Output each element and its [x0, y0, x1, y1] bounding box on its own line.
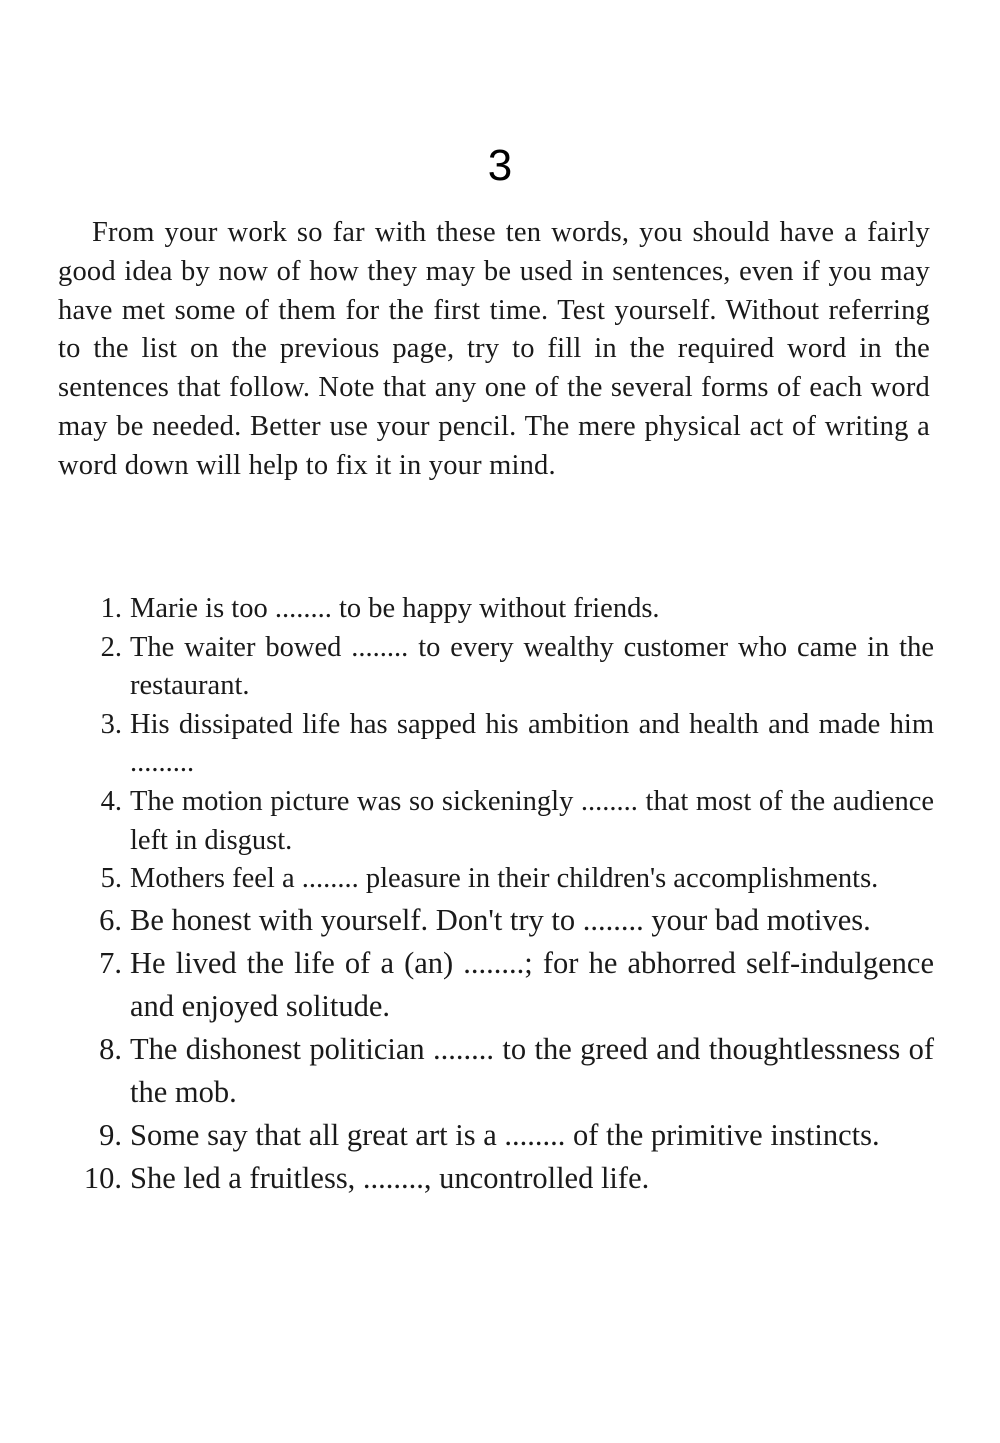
exercise-number: 5.	[100, 863, 122, 895]
exercise-item-4	[58, 783, 934, 860]
exercise-item-7	[58, 942, 934, 1028]
exercise-number: 9.	[99, 1117, 122, 1152]
exercise-number: 8.	[99, 1031, 122, 1066]
intro-paragraph: From your work so far with these ten words, you should have a fairly good idea by now of how they may be used in sentences, even if you may have met some of them for the first time. Test yourself. Without referring to the list on the previous page, try to fill in the required word in the sentences that follow. Note that any one of the several forms of each word may be needed. Better use your pencil. The mere physical act of writing a word down will help to fix it in your mind.	[58, 217, 930, 481]
exercise-list	[58, 590, 934, 1200]
page-number: 3	[487, 141, 513, 190]
exercise-sentence: Be honest with yourself. Don't try to ........ your bad motives.	[130, 902, 871, 937]
exercise-item-10	[58, 1157, 934, 1200]
exercise-number: 4.	[100, 785, 122, 817]
exercise-item-9	[58, 1114, 934, 1157]
exercise-number: 3.	[100, 708, 122, 740]
exercise-sentence: The waiter bowed ........ to every wealthy customer who came in the restaurant.	[130, 631, 934, 702]
exercise-sentence: His dissipated life has sapped his ambition and health and made him .........	[130, 708, 934, 779]
exercise-item-6	[58, 899, 934, 942]
exercise-number: 7.	[99, 945, 122, 980]
exercise-sentence: The motion picture was so sickeningly ........ that most of the audience left in disgust.	[130, 785, 934, 856]
exercise-sentence: She led a fruitless, ........, uncontrolled life.	[130, 1160, 650, 1195]
exercise-sentence: The dishonest politician ........ to the greed and thoughtlessness of the mob.	[130, 1031, 934, 1109]
exercise-sentence: He lived the life of a (an) ........; for he abhorred self-indulgence and enjoyed solitude.	[130, 945, 934, 1023]
exercise-sentence: Marie is too ........ to be happy without friends.	[130, 593, 660, 624]
exercise-number: 1.	[100, 593, 122, 624]
exercise-item-5	[58, 860, 934, 899]
exercise-number: 10.	[83, 1160, 122, 1195]
exercise-sentence: Mothers feel a ........ pleasure in their children's accomplishments.	[130, 863, 879, 895]
exercise-sentence: Some say that all great art is a ........ of the primitive instincts.	[130, 1117, 880, 1152]
exercise-number: 6.	[99, 902, 122, 937]
exercise-number: 2.	[100, 631, 122, 663]
exercise-item-2	[58, 629, 934, 706]
exercise-item-3	[58, 706, 934, 783]
exercise-item-1	[58, 590, 934, 629]
exercise-item-8	[58, 1028, 934, 1114]
